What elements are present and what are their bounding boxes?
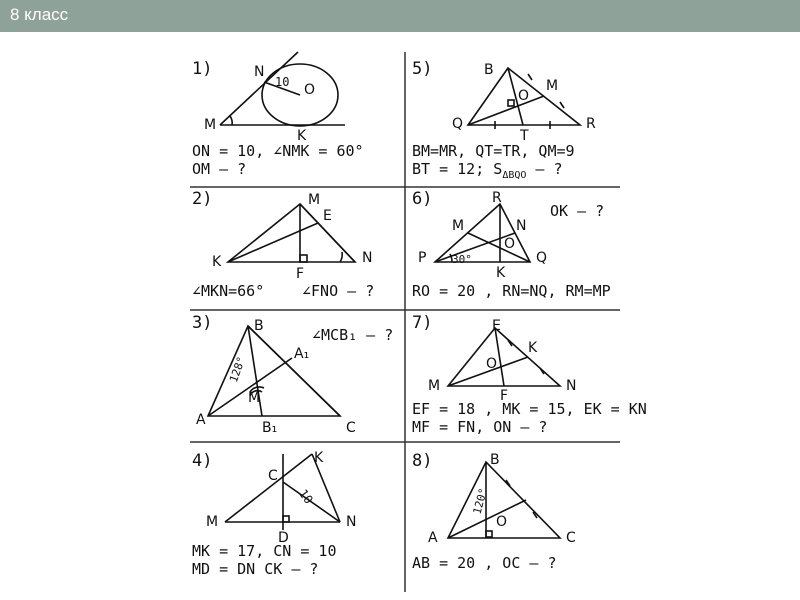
problem-condition: ∠MCB₁ – ? [312,326,394,344]
point-label: R [492,190,502,206]
point-label: O [496,514,508,530]
point-label: O [304,82,316,98]
problem-condition: ∠MKN=66° [192,282,265,300]
point-label: M [428,378,441,394]
problem-number: 6) [412,189,433,209]
problem-number: 5) [412,59,433,79]
problem-condition: MF = FN, ON – ? [412,418,548,436]
segment-mark: 10 [295,486,316,507]
problem-8 [412,451,576,572]
point-label: B [254,318,264,334]
problem-condition: AB = 20 , OC – ? [412,554,557,572]
point-label: E [492,318,501,334]
problem-condition: ∠FNO – ? [302,282,375,300]
point-label: Q [452,116,464,132]
problem-condition: RO = 20 , RN=NQ, RM=MP [412,282,611,300]
point-label: N [254,64,265,80]
angle-mark: 30° [452,253,472,266]
problem-condition: EF = 18 , MK = 15, EK = KN [412,400,647,418]
point-label: A [428,530,438,546]
point-label: K [212,254,222,270]
point-label: K [314,450,324,466]
worksheet-drawing [190,52,647,592]
point-label: N [516,218,527,234]
problem-condition: MD = DN CK – ? [192,560,319,578]
point-label: F [500,388,509,404]
point-label: T [520,128,529,144]
problem-1 [192,52,364,178]
problem-condition: MK = 17, CN = 10 [192,542,337,560]
point-label: M [204,117,217,133]
problem-number: 7) [412,313,433,333]
point-label: N [566,378,577,394]
problem-number: 3) [192,313,213,333]
point-label: M [206,514,219,530]
point-label: R [586,116,596,132]
point-label: K [496,265,506,281]
problem-condition: ON = 10, ∠NMK = 60° [192,142,364,160]
segment-mark: 10 [275,75,290,89]
point-label: C [346,420,356,436]
point-label: M [546,78,559,94]
point-label: Q [536,250,548,266]
slide-header [0,0,800,32]
problem-number: 2) [192,189,213,209]
point-label: O [518,88,530,104]
problem-6 [412,189,611,300]
point-label: K [528,340,538,356]
point-label: B₁ [262,420,278,436]
point-label: N [362,250,373,266]
point-label: B [484,62,494,78]
problem-4 [192,450,356,578]
point-label: O [504,236,516,252]
point-label: M [452,218,465,234]
angle-mark: 128° [226,354,249,385]
problem-5 [412,59,596,181]
point-label: O [486,356,498,372]
point-label: N [346,514,357,530]
problem-number: 1) [192,59,213,79]
point-label: D [278,530,289,546]
problem-condition: OK – ? [550,202,605,220]
point-label: C [268,468,278,484]
problem-7 [412,313,647,436]
point-label: P [418,250,427,266]
point-label: K [297,128,307,144]
point-label: A [196,412,206,428]
problem-number: 4) [192,451,213,471]
problem-condition: BM=MR, QT=TR, QM=9 [412,142,575,160]
problem-number: 8) [412,451,433,471]
problem-condition: OM – ? [192,160,247,178]
worksheet-image [190,52,647,592]
point-label: B [490,452,500,468]
problem-condition: BT = 12; $S_{\Delta BQO}$ – ? [412,160,563,181]
point-label: F [296,266,305,282]
problem-2 [192,189,374,300]
angle-mark: 120° [470,486,491,516]
point-label: A₁ [294,346,310,362]
point-label: E [323,208,332,224]
point-label: C [566,530,576,546]
point-label: M [248,390,261,406]
slide-title: 8 класс [10,5,69,24]
problem-3 [192,313,393,436]
point-label: M [308,192,321,208]
